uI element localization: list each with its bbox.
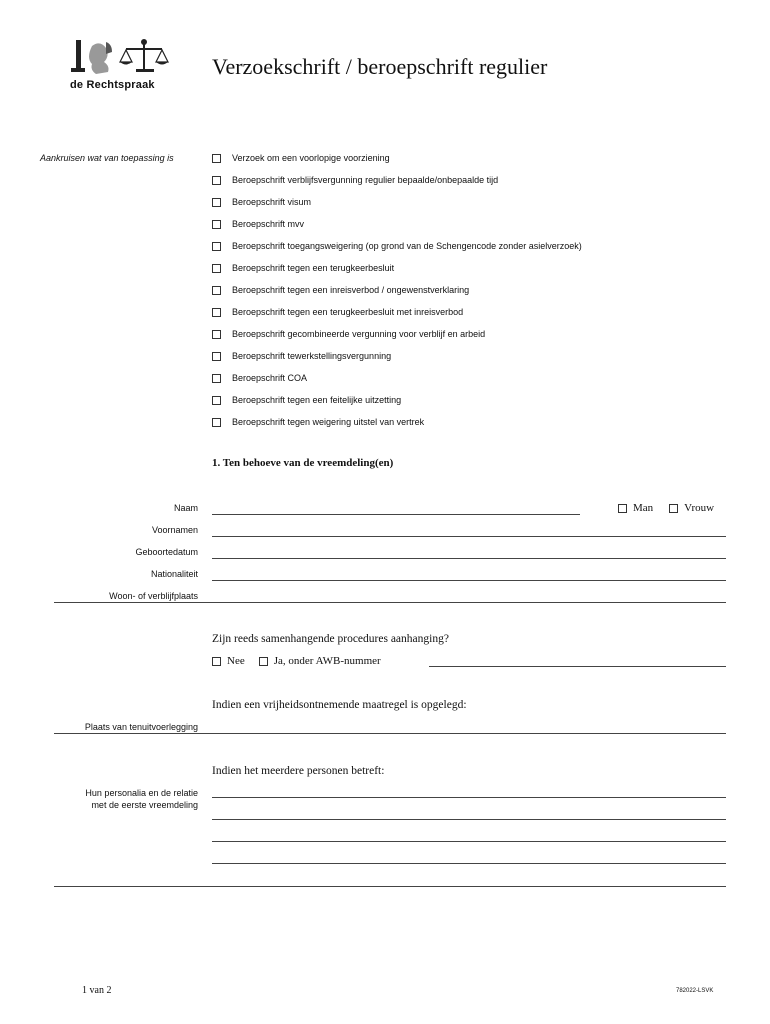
option-label: Beroepschrift verblijfsvergunning regulier bepaalde/onbepaalde tijd — [232, 175, 499, 185]
detention-question: Indien een vrijheidsontnemende maatregel is opgelegd: — [212, 699, 467, 711]
option-label: Beroepschrift tewerkstellingsvergunning — [232, 351, 392, 361]
checkbox[interactable] — [212, 286, 221, 295]
vrouw-checkbox[interactable] — [669, 504, 678, 513]
option-label: Beroepschrift tegen een feitelijke uitzetting — [232, 395, 402, 405]
nationaliteit-field[interactable] — [212, 580, 726, 581]
multiple-label-line2: met de eerste vreemdeling — [91, 800, 198, 810]
option-verblijfsvergunning[interactable] — [212, 173, 498, 187]
form-code: 782022-LSVK — [676, 988, 714, 994]
option-label: Beroepschrift tegen een terugkeerbesluit met inreisverbod — [232, 307, 464, 317]
man-checkbox[interactable] — [618, 504, 627, 513]
option-label: Beroepschrift mvv — [232, 219, 305, 229]
option-label: Verzoek om een voorlopige voorziening — [232, 153, 390, 163]
option-mvv[interactable] — [212, 217, 304, 231]
option-feitelijke-uitzetting[interactable] — [212, 393, 401, 407]
option-inreisverbod[interactable] — [212, 283, 469, 297]
section-heading: 1. Ten behoeve van de vreemdeling(en) — [212, 457, 394, 469]
geboortedatum-label: Geboortedatum — [135, 547, 198, 557]
nee-checkbox[interactable] — [212, 657, 221, 666]
option-coa[interactable] — [212, 371, 307, 385]
multiple-question: Indien het meerdere personen betreft: — [212, 765, 385, 777]
checkbox[interactable] — [212, 220, 221, 229]
checkbox[interactable] — [212, 396, 221, 405]
checkbox[interactable] — [212, 374, 221, 383]
checkbox[interactable] — [212, 418, 221, 427]
woonplaats-field[interactable] — [54, 602, 726, 603]
option-uitstel-vertrek[interactable] — [212, 415, 424, 429]
nee-label: Nee — [227, 655, 245, 667]
geboortedatum-field[interactable] — [212, 558, 726, 559]
voornamen-field[interactable] — [212, 536, 726, 537]
logo-text: de Rechtspraak — [70, 79, 155, 91]
checkbox[interactable] — [212, 264, 221, 273]
procedures-question: Zijn reeds samenhangende procedures aanhanging? — [212, 633, 449, 645]
vrouw-label: Vrouw — [684, 502, 715, 514]
option-terugkeerbesluit[interactable] — [212, 261, 394, 275]
woonplaats-label: Woon- of verblijfplaats — [109, 591, 198, 601]
option-label: Beroepschrift tegen een inreisverbod / ongewenstverklaring — [232, 285, 470, 295]
ja-checkbox[interactable] — [259, 657, 268, 666]
checkbox[interactable] — [212, 154, 221, 163]
procedures-options — [212, 655, 381, 667]
option-toegangsweigering[interactable] — [212, 239, 582, 253]
checkbox[interactable] — [212, 176, 221, 185]
naam-field[interactable] — [212, 514, 580, 515]
option-terugkeerbesluit-inreisverbod[interactable] — [212, 305, 463, 319]
man-label: Man — [633, 502, 654, 514]
selection-side-label: Aankruisen wat van toepassing is — [40, 153, 174, 163]
option-tewerkstellingsvergunning[interactable] — [212, 349, 391, 363]
option-voorlopige-voorziening[interactable] — [212, 151, 390, 165]
personalia-line-3[interactable] — [212, 841, 726, 842]
option-visum[interactable] — [212, 195, 311, 209]
option-gecombineerde-vergunning[interactable] — [212, 327, 485, 341]
checkbox[interactable] — [212, 198, 221, 207]
personalia-line-4[interactable] — [212, 863, 726, 864]
gender-options — [618, 502, 714, 514]
checkbox[interactable] — [212, 242, 221, 251]
nationaliteit-label: Nationaliteit — [150, 569, 198, 579]
voornamen-label: Voornamen — [151, 525, 198, 535]
page-title: Verzoekschrift / beroepschrift regulier — [212, 54, 548, 79]
naam-label: Naam — [173, 503, 198, 513]
option-label: Beroepschrift tegen een terugkeerbesluit — [232, 263, 395, 273]
option-label: Beroepschrift toegangsweigering (op grond van de Schengencode zonder asielverzoek) — [232, 241, 582, 251]
checkbox[interactable] — [212, 308, 221, 317]
option-label: Beroepschrift COA — [232, 373, 308, 383]
awb-nummer-field[interactable] — [429, 666, 726, 667]
personalia-line-2[interactable] — [212, 819, 726, 820]
checkbox[interactable] — [212, 352, 221, 361]
checkbox[interactable] — [212, 330, 221, 339]
detention-label: Plaats van tenuitvoerlegging — [84, 722, 198, 732]
ja-label: Ja, onder AWB-nummer — [273, 655, 381, 667]
detention-field[interactable] — [54, 733, 726, 734]
option-label: Beroepschrift visum — [232, 197, 312, 207]
option-label: Beroepschrift tegen weigering uitstel van vertrek — [232, 417, 425, 427]
option-label: Beroepschrift gecombineerde vergunning voor verblijf en arbeid — [232, 329, 486, 339]
page-number: 1 van 2 — [82, 985, 112, 996]
personalia-line-1[interactable] — [212, 797, 726, 798]
personalia-line-5[interactable] — [54, 886, 726, 887]
multiple-label-line1: Hun personalia en de relatie — [85, 788, 198, 798]
